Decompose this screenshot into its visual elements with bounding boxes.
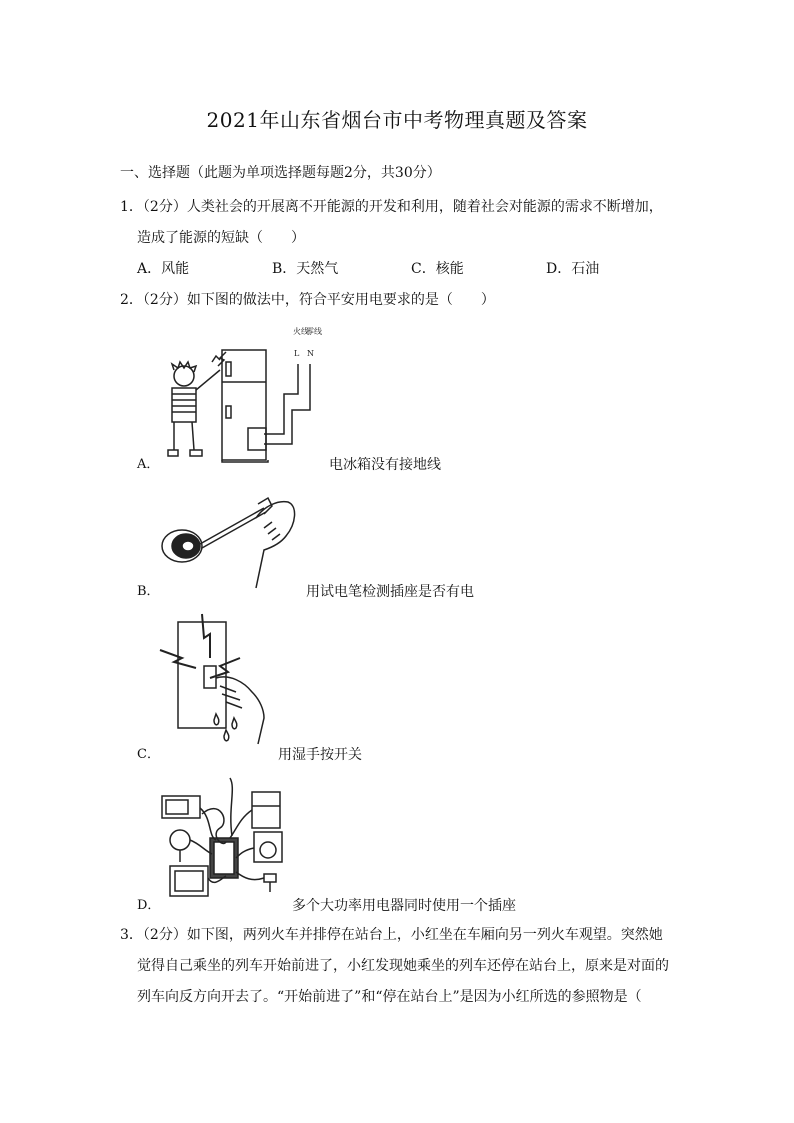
question-2-option-a-caption: 电冰箱没有接地线 <box>329 457 441 473</box>
many-appliances-one-socket-icon <box>160 778 290 898</box>
section-heading: 一、选择题（此题为单项选择题每题2分，共30分） <box>120 165 441 181</box>
question-2-option-a-letter: A． <box>137 457 160 472</box>
n-label: N <box>307 349 314 358</box>
zero-line-label: 零线 <box>306 327 322 336</box>
l-label: L <box>294 349 300 358</box>
question-1-option-a: A．风能 <box>137 261 190 277</box>
hand-test-pen-socket-icon <box>160 488 305 588</box>
question-2-stem: 2．（2分）如下图的做法中，符合平安用电要求的是（ ） <box>120 292 495 308</box>
question-2-option-d-caption: 多个大功率用电器同时使用一个插座 <box>292 898 516 914</box>
man-touching-fridge-wiring-icon <box>160 322 330 472</box>
question-1-option-d: D．石油 <box>546 261 600 277</box>
fire-line-label: 火线 <box>293 327 309 336</box>
question-3-line-2: 觉得自己乘坐的列车开始前进了，小红发现她乘坐的列车还停在站台上，原来是对面的 <box>137 958 669 974</box>
question-1-line-1: 1．（2分）人类社会的开展离不开能源的开发和利用，随着社会对能源的需求不断增加， <box>120 199 663 215</box>
page-title: 2021年山东省烟台市中考物理真题及答案 <box>206 108 588 132</box>
question-2-option-b-caption: 用试电笔检测插座是否有电 <box>306 584 474 600</box>
question-1-line-2: 造成了能源的短缺（ ） <box>137 230 305 246</box>
question-3-line-3: 列车向反方向开去了。“开始前进了”和“停在站台上”是因为小红所选的参照物是（ <box>137 989 642 1005</box>
question-2-option-d-letter: D． <box>137 898 161 913</box>
question-2-option-b-letter: B． <box>137 584 160 599</box>
question-1-option-c: C．核能 <box>411 261 464 277</box>
question-2-option-c-caption: 用湿手按开关 <box>278 747 362 763</box>
question-2-option-c-letter: C． <box>137 747 160 762</box>
question-3-line-1: 3．（2分）如下图，两列火车并排停在站台上，小红坐在车厢向另一列火车观望。突然她 <box>120 927 663 943</box>
wet-hand-pressing-switch-icon <box>160 614 290 744</box>
question-1-option-b: B．天然气 <box>272 261 339 277</box>
